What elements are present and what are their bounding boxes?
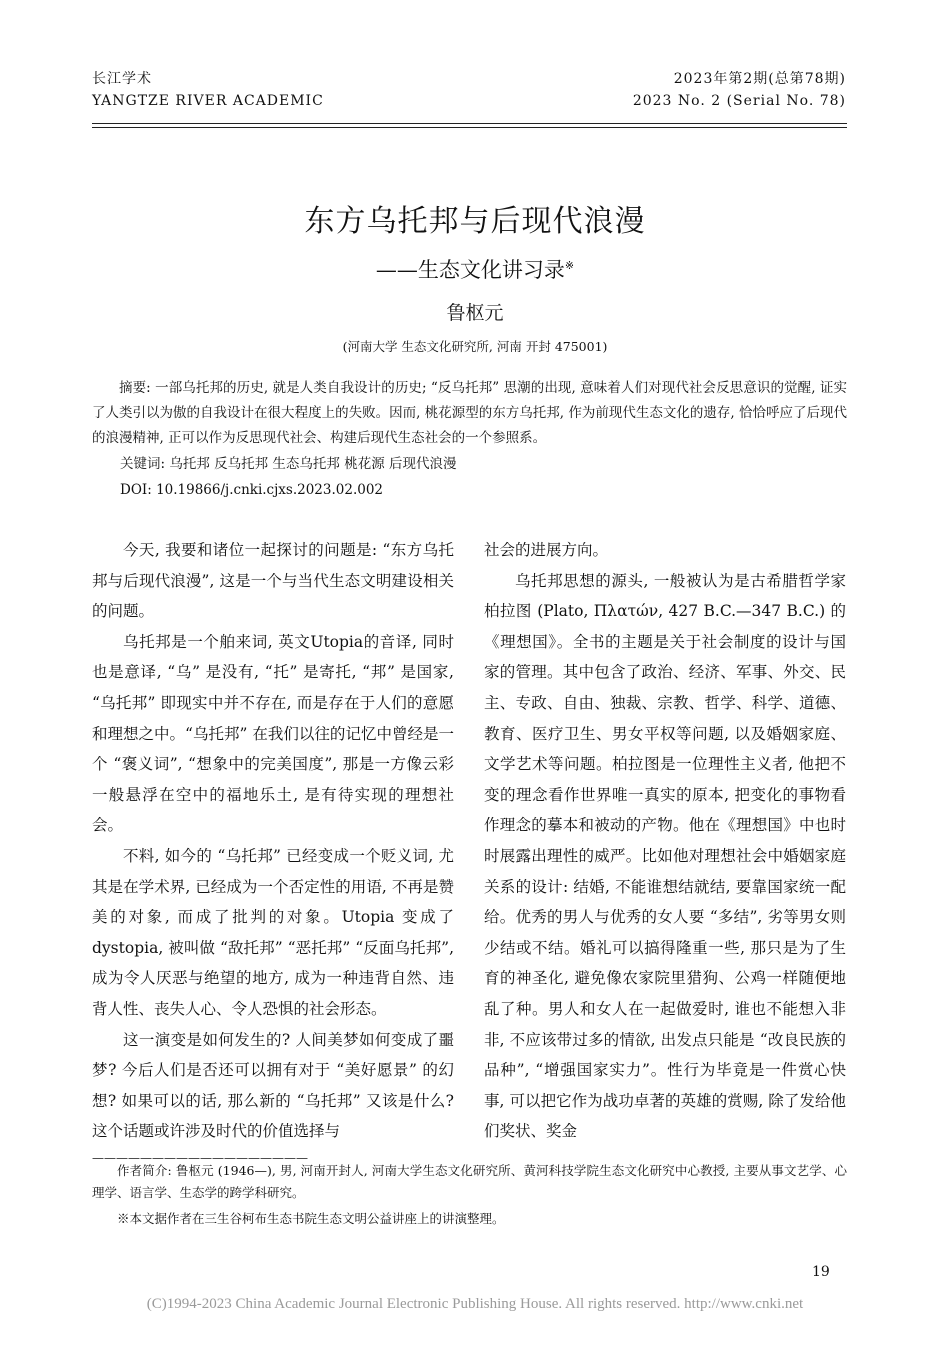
paragraph: 乌托邦思想的源头, 一般被认为是古希腊哲学家柏拉图 (Plato, Πλατών, 427 B.C.—347 B.C.) 的《理想国》。全书的主题是关于社会制度的设计与国家的管理。其中包含了政治、经济、军事、外交、民主、专政、自由、独裁、宗教、哲学、科学、道德、教育、医疗卫生、男女平权等问题, 以及婚姻家庭、文学艺术等问题。柏拉图是一位理性主义者, 他把不变的理念看作世界唯一真实的原本, 把变化的事物看作理念的摹本和被动的产物。他在《理想国》中也时时展露出理性的威严。比如他对理想社会中婚姻家庭关系的设计: 结婚, 不能谁想结就结, 要靠国家统一配给。优秀的男人与优秀的女人要 “多结”, 劣等男女则少结或不结。婚礼可以搞得隆重一些, 那只是为了生育的神圣化, 避免像农家院里猎狗、公鸡一样随便地乱了种。男人和女人在一起做爱时, 谁也不能想入非非, 不应该带过多的情欲, 出发点只能是 “改良民族的品种”, “增强国家实力”。性行为毕竟是一件赏心快事, 可以把它作为战功卓著的英雄的赏赐, 除了发给他们奖状、奖金 [484, 571, 846, 1141]
issue-cn: 2023年第2期(总第78期) [673, 71, 846, 87]
article-subtitle [0, 254, 950, 284]
paragraph: 今天, 我要和诸位一起探讨的问题是: “东方乌托邦与后现代浪漫”, 这是一个与当代生态文明建设相关的问题。 [92, 541, 454, 621]
subtitle-mark: ※ [564, 259, 575, 272]
footnote-separator: —————————————————— [92, 1151, 308, 1165]
body-column-left [92, 535, 454, 1147]
issue-en: 2023 No. 2 (Serial No. 78) [632, 93, 846, 109]
paragraph: 这一演变是如何发生的? 人间美梦如何变成了噩梦? 今后人们是否还可以拥有对于 “美好愿景” 的幻想? 如果可以的话, 那么新的 “乌托邦” 又该是什么? 这个话题或许涉及时代的价值选择与 [92, 1030, 454, 1141]
journal-name-cn: 长江学术 [92, 71, 152, 87]
paragraph: 不料, 如今的 “乌托邦” 已经变成一个贬义词, 尤其是在学术界, 已经成为一个否定性的用语, 不再是赞美的对象, 而成了批判的对象。Utopia 变成了 dystopia, 被叫做 “敌托邦” “恶托邦” “反面乌托邦”, 成为令人厌恶与绝望的地方, 成为一种违背自然、违背人性、丧失人心、令人恐惧的社会形态。 [92, 846, 454, 1018]
header-rule [92, 123, 847, 124]
footnote-source: ※本文据作者在三生谷柯布生态书院生态文明公益讲座上的讲演整理。 [117, 1211, 505, 1226]
header-rule-2 [92, 127, 847, 128]
footnote-author: 作者简介: 鲁枢元 (1946—), 男, 河南开封人, 河南大学生态文化研究所、黄河科技学院生态文化研究中心教授, 主要从事文艺学、心理学、语言学、生态学的跨学科研究。 [92, 1163, 847, 1200]
paragraph: 乌托邦是一个舶来词, 英文Utopia的音译, 同时也是意译, “乌” 是没有, “托” 是寄托, “邦” 是国家, “乌托邦” 即现实中并不存在, 而是存在于人们的意愿和理想之中。“乌托邦” 在我们以往的记忆中曾经是一个 “褒义词”, “想象中的完美国度”, 那是一方像云彩一般悬浮在空中的福地乐土, 是有待实现的理想社会。 [92, 632, 454, 835]
journal-name-en: YANGTZE RIVER ACADEMIC [92, 93, 324, 109]
copyright-notice: (C)1994-2023 China Academic Journal Electronic Publishing House. All rights reserved. http://www.cnki.net [146, 1296, 804, 1312]
doi: DOI: 10.19866/j.cnki.cjxs.2023.02.002 [120, 482, 384, 498]
paragraph: 社会的进展方向。 [484, 541, 609, 559]
body-column-right [484, 535, 846, 1147]
subtitle-text: ——生态文化讲习录 [375, 258, 565, 282]
affiliation: (河南大学 生态文化研究所, 河南 开封 475001) [342, 339, 608, 354]
keywords: 关键词: 乌托邦 反乌托邦 生态乌托邦 桃花源 后现代浪漫 [120, 456, 457, 472]
author-name: 鲁枢元 [446, 302, 504, 324]
page-number: 19 [812, 1264, 830, 1280]
abstract: 摘要: 一部乌托邦的历史, 就是人类自我设计的历史; “反乌托邦” 思潮的出现, 意味着人们对现代社会反思意识的觉醒, 证实了人类引以为傲的自我设计在很大程度上的失败。因而, 桃花源型的东方乌托邦, 作为前现代生态文化的遗存, 恰恰呼应了后现代的浪漫精神, 正可以作为反思现代社会、构建后现代生态社会的一个参照系。 [92, 380, 847, 446]
article-title: 东方乌托邦与后现代浪漫 [304, 204, 646, 239]
